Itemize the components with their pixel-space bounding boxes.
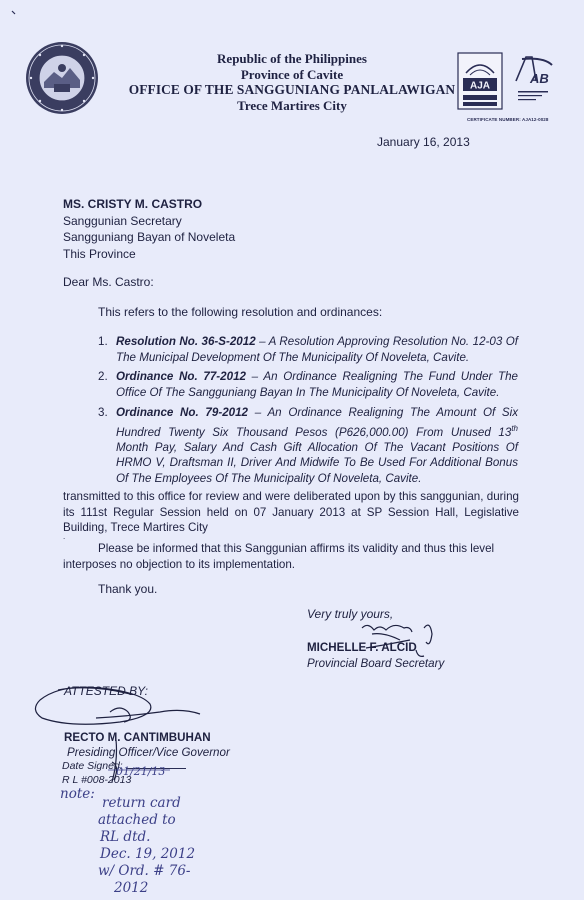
item-text-continued: Month Pay, Salary And Cash Gift Allocation Of The Vacant Positions Of HRMO V, Draftsman II, Driver And Midwife To Be Used For Additional Bonus Of The Employees Of The Municipality Of Noveleta, Cavite.	[116, 440, 518, 485]
item-title: Ordinance No. 77-2012	[116, 370, 246, 383]
cert-logo-aja: AJA	[469, 80, 491, 92]
provincial-seal-icon	[24, 40, 100, 116]
handwritten-note-line: RL dtd.	[100, 829, 151, 845]
intro-paragraph: This refers to the following resolution and ordinances:	[98, 305, 383, 319]
vice-governor-title: Presiding Officer/Vice Governor	[67, 746, 230, 759]
item-number: 3.	[98, 406, 108, 419]
recipient-block	[63, 196, 235, 262]
recipient-office: Sangguniang Bayan of Noveleta	[63, 230, 236, 244]
date-signed-value: 01/21/13	[116, 765, 166, 778]
certificate-number: CERTIFICATE NUMBER: AJA12-0028	[467, 117, 549, 122]
item-number: 1.	[98, 335, 108, 348]
bullet-dot: .	[63, 532, 66, 541]
signer-block	[307, 640, 444, 671]
handwritten-note-line: w/ Ord. # 76-	[98, 863, 191, 879]
list-item	[98, 405, 518, 486]
cert-logo-jab: AB	[530, 71, 549, 86]
vice-governor-block	[64, 730, 230, 760]
recipient-name: MS. CRISTY M. CASTRO	[63, 197, 203, 211]
handwritten-note-line: Dec. 19, 2012	[100, 846, 196, 862]
letterhead-province: Province of Cavite	[240, 66, 344, 82]
handwritten-note	[60, 786, 195, 897]
certification-logos-icon	[456, 51, 556, 121]
recipient-position: Sanggunian Secretary	[63, 213, 182, 228]
body-paragraph-transmitted: transmitted to this office for review and were deliberated upon by this sanggunian, during its 111st Regular Session held on 07 January 2013 at SP Session Hall, Legislative Building, Trece Martires City	[63, 490, 519, 535]
scan-mark	[12, 11, 15, 14]
letterhead-city: Trece Martires City	[237, 97, 347, 113]
closing: Very truly yours,	[307, 607, 394, 621]
thank-you: Thank you.	[98, 582, 158, 596]
handwritten-note-line: 2012	[114, 880, 149, 896]
handwritten-note-line: attached to	[98, 812, 176, 828]
letter-date: January 16, 2013	[377, 135, 470, 149]
item-superscript: th	[511, 423, 518, 433]
letterhead	[100, 51, 484, 113]
signer-title: Provincial Board Secretary	[307, 656, 445, 670]
item-title: Ordinance No. 79-2012	[116, 406, 248, 419]
item-number: 2.	[98, 370, 108, 383]
salutation: Dear Ms. Castro:	[63, 275, 154, 289]
handwritten-note-line: return card	[102, 795, 181, 811]
letterhead-office: OFFICE OF THE SANGGUNIANG PANLALAWIGAN	[128, 82, 456, 97]
list-item	[98, 369, 518, 400]
letterhead-republic: Republic of the Philippines	[217, 51, 367, 66]
recipient-province: This Province	[63, 246, 136, 261]
item-title: Resolution No. 36-S-2012	[116, 335, 256, 348]
handwritten-note-label: note:	[60, 786, 95, 802]
attested-label: ATTESTED BY:	[64, 684, 149, 698]
item-text: – An Ordinance Realigning The Fund Under The Office Of The Sangguniang Bayan In The Municipality Of Noveleta, Cavite.	[116, 370, 518, 399]
rl-number: R L #008-2013	[62, 774, 132, 786]
date-signed-label: Date Signed:	[62, 760, 123, 772]
item-text: – An Ordinance Realigning The Amount Of Six Hundred Twenty Six Thousand Pesos (P626,000.00) From Unused 13	[116, 406, 519, 439]
body-paragraph-affirms: Please be informed that this Sanggunian affirms its validity and thus this level interposes no objection to its implementation.	[63, 542, 495, 571]
signer-name: MICHELLE F. ALCID	[307, 641, 417, 654]
vice-governor-name: RECTO M. CANTIMBUHAN	[64, 731, 211, 744]
list-item	[98, 334, 518, 365]
item-text: – A Resolution Approving Resolution No. 12-03 Of The Municipal Development Of The Municipality Of Noveleta, Cavite.	[116, 335, 518, 364]
